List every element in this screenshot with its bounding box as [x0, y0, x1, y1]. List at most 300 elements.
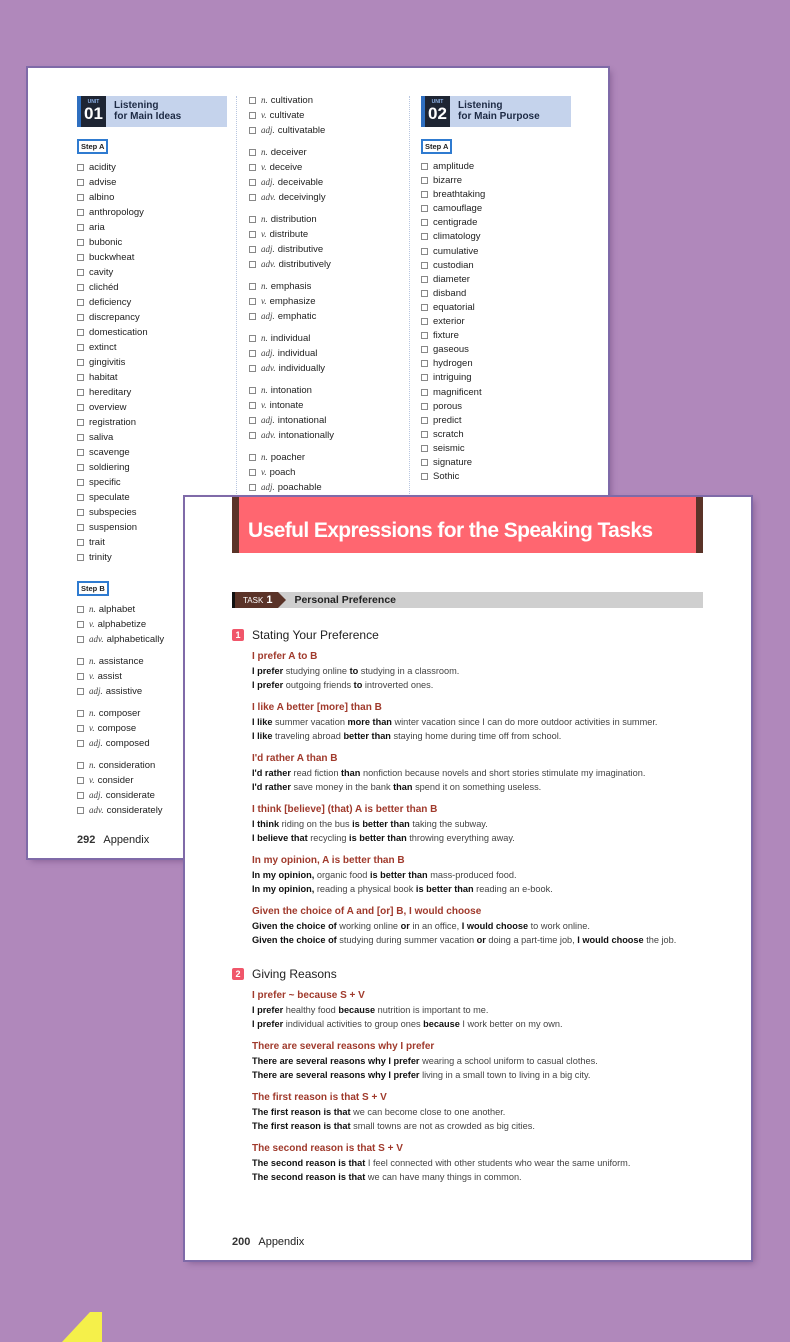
vocab-item: [249, 108, 409, 123]
checkbox[interactable]: [77, 284, 84, 291]
vocab-word: speculate: [89, 492, 130, 503]
vocab-item: [77, 295, 237, 310]
key-phrase: The first reason is that: [252, 1121, 351, 1131]
vocab-word: assist: [97, 671, 122, 682]
vocab-item: [421, 329, 591, 343]
part-of-speech: adj.: [261, 244, 275, 254]
vocab-item: [249, 257, 409, 272]
part-of-speech: n.: [261, 147, 268, 157]
unit-title-line1: Listening: [458, 100, 503, 111]
checkbox[interactable]: [421, 445, 428, 452]
vocab-word: emphasis: [270, 281, 312, 292]
vocab-item: [77, 370, 237, 385]
checkbox[interactable]: [77, 374, 84, 381]
vocab-word: composer: [98, 708, 141, 719]
example-sentence: [252, 831, 712, 845]
task-label: TASK: [243, 596, 264, 605]
task-tag: [232, 592, 278, 608]
vocab-word: cultivatable: [277, 125, 326, 136]
vocab-item: [421, 174, 591, 188]
sentence-text: studying in a classroom.: [358, 666, 460, 676]
step-a-badge: Step A: [421, 139, 452, 154]
vocab-word: domestication: [89, 327, 148, 338]
word-family: [249, 279, 409, 324]
vocab-item: [421, 160, 591, 174]
checkbox[interactable]: [421, 177, 428, 184]
vocab-item: [77, 250, 237, 265]
sentence-text: taking the subway.: [409, 819, 488, 829]
vocab-item: [249, 212, 409, 227]
vocab-word: distributive: [277, 244, 324, 255]
vocab-column-3: [421, 68, 591, 484]
unit-title-line2: for Main Ideas: [114, 111, 182, 122]
checkbox[interactable]: [421, 346, 428, 353]
vocab-word: porous: [433, 400, 463, 412]
key-phrase: is better than: [352, 819, 410, 829]
checkbox[interactable]: [249, 469, 256, 476]
vocab-item: [77, 475, 237, 490]
expression-pattern: [252, 1142, 712, 1184]
example-sentence: [252, 1105, 712, 1119]
checkbox[interactable]: [77, 606, 84, 613]
checkbox[interactable]: [77, 740, 84, 747]
checkbox[interactable]: [421, 417, 428, 424]
vocab-word: signature: [433, 456, 473, 468]
checkbox[interactable]: [249, 387, 256, 394]
sentence-text: reading an e-book.: [473, 884, 553, 894]
part-of-speech: adj.: [261, 482, 275, 492]
checkbox[interactable]: [77, 164, 84, 171]
key-phrase: The first reason is that: [252, 1107, 351, 1117]
checkbox[interactable]: [77, 464, 84, 471]
vocab-word: distribute: [269, 229, 309, 240]
checkbox[interactable]: [77, 419, 84, 426]
checkbox[interactable]: [77, 239, 84, 246]
part-of-speech: adv.: [261, 259, 276, 269]
checkbox[interactable]: [421, 304, 428, 311]
checkbox[interactable]: [77, 209, 84, 216]
part-of-speech: v.: [261, 110, 267, 120]
example-sentence: [252, 1054, 712, 1068]
checkbox[interactable]: [77, 389, 84, 396]
expression-pattern: [252, 701, 712, 743]
vocab-item: [249, 279, 409, 294]
unit-02-header: [421, 96, 571, 127]
vocab-word: diameter: [433, 273, 470, 285]
page-number: 200: [232, 1236, 251, 1248]
pattern-heading: The first reason is that S + V: [252, 1092, 387, 1103]
sentence-text: recycling: [307, 833, 350, 843]
vocab-word: specific: [89, 477, 121, 488]
vocab-item: [77, 160, 237, 175]
checkbox[interactable]: [77, 673, 84, 680]
part-of-speech: adj.: [89, 738, 103, 748]
checkbox[interactable]: [77, 434, 84, 441]
checkbox[interactable]: [421, 332, 428, 339]
vocab-word: disband: [433, 287, 467, 299]
example-sentence: [252, 1068, 712, 1082]
checkbox[interactable]: [249, 194, 256, 201]
part-of-speech: adj.: [261, 348, 275, 358]
vocab-word: intonational: [277, 415, 327, 426]
checkbox[interactable]: [421, 248, 428, 255]
section-giving-reasons: [232, 967, 712, 1193]
key-phrase: than: [341, 768, 361, 778]
page-label: Appendix: [258, 1236, 305, 1248]
checkbox[interactable]: [249, 484, 256, 491]
part-of-speech: n.: [261, 214, 268, 224]
checkbox[interactable]: [77, 539, 84, 546]
key-phrase: more than: [347, 717, 392, 727]
pattern-heading: I prefer ~ because S + V: [252, 990, 365, 1001]
vocab-word: gaseous: [433, 344, 469, 356]
section-heading: [232, 628, 712, 642]
key-phrase: I would choose: [577, 935, 644, 945]
key-phrase: I'd rather: [252, 782, 291, 792]
sentence-text: living in a small town to living in a big city.: [419, 1070, 591, 1080]
key-phrase: or: [400, 921, 410, 931]
part-of-speech: adv.: [261, 363, 276, 373]
vocab-word: bubonic: [89, 237, 123, 248]
checkbox[interactable]: [249, 216, 256, 223]
part-of-speech: n.: [261, 452, 268, 462]
vocab-word: Sothic: [433, 471, 460, 483]
key-phrase: I like: [252, 717, 273, 727]
vocab-item: [421, 315, 591, 329]
vocab-word: discrepancy: [89, 312, 140, 323]
checkbox[interactable]: [77, 710, 84, 717]
key-phrase: is better than: [369, 870, 428, 880]
vocab-item: [77, 175, 237, 190]
vocab-item: [249, 294, 409, 309]
checkbox[interactable]: [77, 449, 84, 456]
example-sentence: [252, 715, 712, 729]
vocab-word: poach: [269, 467, 296, 478]
key-phrase: Given the choice of: [252, 921, 337, 931]
vocab-word: intonationally: [278, 430, 335, 441]
vocab-item: [249, 450, 409, 465]
vocab-item: [421, 456, 591, 470]
checkbox[interactable]: [421, 191, 428, 198]
checkbox[interactable]: [77, 554, 84, 561]
checkbox[interactable]: [77, 194, 84, 201]
checkbox[interactable]: [77, 269, 84, 276]
vocab-word: extinct: [89, 342, 117, 353]
vocab-word: centigrade: [433, 217, 478, 229]
sentence-text: to work online.: [528, 921, 590, 931]
checkbox[interactable]: [421, 163, 428, 170]
checkbox[interactable]: [249, 402, 256, 409]
vocab-item: [249, 160, 409, 175]
vocab-item: [77, 445, 237, 460]
vocab-word: anthropology: [89, 207, 144, 218]
vocab-word: assistive: [105, 686, 143, 697]
vocab-word: scratch: [433, 428, 464, 440]
word-family: [249, 383, 409, 443]
part-of-speech: v.: [261, 400, 267, 410]
word-family: [249, 331, 409, 376]
vocab-word: hereditary: [89, 387, 132, 398]
vocab-word: scavenge: [89, 447, 130, 458]
vocab-word: buckwheat: [89, 252, 135, 263]
example-sentence: [252, 766, 712, 780]
part-of-speech: n.: [261, 385, 268, 395]
checkbox[interactable]: [249, 298, 256, 305]
expression-pattern: [252, 752, 712, 794]
unit-number: 01: [84, 104, 103, 123]
vocab-item: [249, 227, 409, 242]
checkbox[interactable]: [249, 283, 256, 290]
pattern-heading: I think [believe] (that) A is better than B: [252, 804, 438, 815]
vocab-word: compose: [97, 723, 137, 734]
part-of-speech: v.: [261, 229, 267, 239]
checkbox[interactable]: [77, 636, 84, 643]
checkbox[interactable]: [77, 359, 84, 366]
vocab-word: consider: [97, 775, 134, 786]
vocab-word: seismic: [433, 442, 465, 454]
vocab-word: suspension: [89, 522, 138, 533]
part-of-speech: v.: [261, 162, 267, 172]
sentence-text: I work better on my own.: [459, 1019, 563, 1029]
checkbox[interactable]: [421, 318, 428, 325]
checkbox[interactable]: [77, 404, 84, 411]
task-number: 1: [266, 594, 273, 606]
checkbox[interactable]: [421, 374, 428, 381]
vocab-word: overview: [89, 402, 127, 413]
checkbox[interactable]: [249, 149, 256, 156]
checkbox[interactable]: [77, 299, 84, 306]
checkbox[interactable]: [77, 254, 84, 261]
checkbox[interactable]: [249, 335, 256, 342]
key-phrase: than: [393, 782, 413, 792]
vocab-item: [249, 145, 409, 160]
word-family: [249, 450, 409, 495]
key-phrase: because: [423, 1019, 460, 1029]
checkbox[interactable]: [77, 688, 84, 695]
checkbox[interactable]: [249, 313, 256, 320]
sentence-text: winter vacation since I can do more outdoor activities in summer.: [391, 717, 658, 727]
vocab-word: intonate: [269, 400, 304, 411]
vocab-item: [249, 480, 409, 495]
checkbox[interactable]: [77, 658, 84, 665]
unit-number: 02: [428, 104, 447, 123]
checkbox[interactable]: [249, 261, 256, 268]
checkbox[interactable]: [77, 524, 84, 531]
part-of-speech: adj.: [89, 686, 103, 696]
title-banner: [232, 497, 703, 553]
sentence-text: doing a part-time job,: [485, 935, 578, 945]
page-footer: [232, 1236, 304, 1248]
vocab-word: considerately: [106, 805, 163, 816]
example-sentence: [252, 780, 712, 794]
vocab-word: deceiver: [270, 147, 307, 158]
checkbox[interactable]: [421, 262, 428, 269]
sentence-text: traveling abroad: [272, 731, 344, 741]
expression-pattern: [252, 905, 712, 947]
checkbox[interactable]: [77, 509, 84, 516]
checkbox[interactable]: [77, 479, 84, 486]
checkbox[interactable]: [249, 179, 256, 186]
part-of-speech: n.: [261, 95, 268, 105]
checkbox[interactable]: [249, 127, 256, 134]
checkbox[interactable]: [77, 807, 84, 814]
checkbox[interactable]: [421, 431, 428, 438]
checkbox[interactable]: [77, 329, 84, 336]
part-of-speech: n.: [89, 656, 96, 666]
expression-pattern: [252, 803, 712, 845]
expression-pattern: [252, 1091, 712, 1133]
sentence-text: save money in the bank: [290, 782, 394, 792]
vocab-word: gingivitis: [89, 357, 126, 368]
checkbox[interactable]: [421, 389, 428, 396]
expression-pattern: [252, 650, 712, 692]
checkbox[interactable]: [77, 792, 84, 799]
part-of-speech: v.: [89, 619, 95, 629]
part-of-speech: n.: [261, 281, 268, 291]
key-phrase: I think: [252, 819, 280, 829]
checkbox[interactable]: [421, 459, 428, 466]
key-phrase: In my opinion,: [252, 870, 315, 880]
checkbox[interactable]: [249, 432, 256, 439]
checkbox[interactable]: [77, 179, 84, 186]
vocab-item: [77, 325, 237, 340]
vocab-word: subspecies: [89, 507, 137, 518]
checkbox[interactable]: [77, 762, 84, 769]
page-label: Appendix: [103, 834, 150, 846]
checkbox[interactable]: [77, 725, 84, 732]
checkbox[interactable]: [249, 350, 256, 357]
vocab-item: [77, 430, 237, 445]
checkbox[interactable]: [249, 164, 256, 171]
vocab-item: [77, 400, 237, 415]
part-of-speech: v.: [89, 775, 95, 785]
vocab-word: individually: [278, 363, 326, 374]
unit-title-line1: Listening: [114, 100, 159, 111]
checkbox[interactable]: [421, 360, 428, 367]
checkbox[interactable]: [77, 344, 84, 351]
sentence-text: the job.: [643, 935, 677, 945]
checkbox[interactable]: [421, 233, 428, 240]
vocab-word: individual: [277, 348, 318, 359]
vocab-item: [421, 428, 591, 442]
vocab-item: [77, 340, 237, 355]
sentence-text: studying online: [283, 666, 350, 676]
checkbox[interactable]: [421, 403, 428, 410]
checkbox[interactable]: [77, 621, 84, 628]
part-of-speech: adv.: [89, 805, 104, 815]
checkbox[interactable]: [77, 314, 84, 321]
vocab-item: [421, 230, 591, 244]
key-phrase: because: [338, 1005, 376, 1015]
vocab-word: distribution: [270, 214, 317, 225]
key-phrase: is better than: [415, 884, 474, 894]
sentence-text: outgoing friends: [283, 680, 354, 690]
vocab-item: [421, 287, 591, 301]
part-of-speech: n.: [89, 708, 96, 718]
example-sentence: [252, 729, 712, 743]
part-of-speech: v.: [261, 296, 267, 306]
key-phrase: I prefer: [252, 1005, 284, 1015]
vocab-item: [77, 190, 237, 205]
example-sentence: [252, 664, 712, 678]
vocab-word: aria: [89, 222, 105, 233]
vocab-word: emphatic: [277, 311, 317, 322]
task-name: Personal Preference: [294, 594, 396, 606]
vocab-item: [421, 245, 591, 259]
page-number: 292: [77, 834, 96, 846]
vocab-item: [249, 398, 409, 413]
vocab-item: [77, 310, 237, 325]
part-of-speech: adj.: [261, 125, 275, 135]
vocab-item: [249, 123, 409, 138]
sentence-text: we can become close to one another.: [350, 1107, 506, 1117]
checkbox[interactable]: [77, 494, 84, 501]
example-sentence: [252, 678, 712, 692]
vocab-word: amplitude: [433, 161, 475, 172]
vocab-word: individual: [270, 333, 311, 344]
example-sentence: [252, 1017, 712, 1031]
vocab-item: [421, 343, 591, 357]
key-phrase: The second reason is that: [252, 1158, 366, 1168]
vocab-word: deficiency: [89, 297, 132, 308]
key-phrase: There are several reasons why I prefer: [252, 1070, 420, 1080]
vocab-word: emphasize: [269, 296, 316, 307]
checkbox[interactable]: [249, 246, 256, 253]
vocab-word: deceive: [269, 162, 303, 173]
checkbox[interactable]: [421, 290, 428, 297]
example-sentence: [252, 1003, 712, 1017]
sentence-text: working online: [336, 921, 401, 931]
checkbox[interactable]: [249, 417, 256, 424]
key-phrase: The second reason is that: [252, 1172, 366, 1182]
vocab-item: [249, 242, 409, 257]
checkbox[interactable]: [421, 219, 428, 226]
vocab-item: [77, 265, 237, 280]
section-title: Stating Your Preference: [252, 628, 379, 642]
key-phrase: I prefer: [252, 1019, 284, 1029]
key-phrase: I would choose: [461, 921, 529, 931]
vocab-column-2: [249, 93, 409, 502]
checkbox[interactable]: [249, 365, 256, 372]
checkbox[interactable]: [77, 224, 84, 231]
checkbox[interactable]: [421, 473, 428, 480]
checkbox[interactable]: [421, 276, 428, 283]
vocab-word: intriguing: [433, 372, 472, 384]
example-sentence: [252, 1156, 712, 1170]
checkbox[interactable]: [77, 777, 84, 784]
unit-label: UNIT: [431, 99, 444, 105]
checkbox[interactable]: [249, 454, 256, 461]
vocab-word: composed: [105, 738, 150, 749]
sentence-text: throwing everything away.: [406, 833, 515, 843]
checkbox[interactable]: [421, 205, 428, 212]
key-phrase: is better than: [349, 833, 407, 843]
vocab-word: deceivingly: [278, 192, 326, 203]
key-phrase: to: [353, 680, 363, 690]
checkbox[interactable]: [249, 231, 256, 238]
vocab-item: [421, 442, 591, 456]
pattern-heading: There are several reasons why I prefer: [252, 1041, 435, 1052]
sentence-text: reading a physical book: [314, 884, 416, 894]
part-of-speech: v.: [89, 723, 95, 733]
vocab-item: [249, 190, 409, 205]
vocab-word: alphabet: [98, 604, 136, 615]
vocab-word: assistance: [98, 656, 144, 667]
sentence-text: riding on the bus: [279, 819, 353, 829]
vocab-item: [421, 357, 591, 371]
checkbox[interactable]: [249, 112, 256, 119]
checkbox[interactable]: [249, 97, 256, 104]
